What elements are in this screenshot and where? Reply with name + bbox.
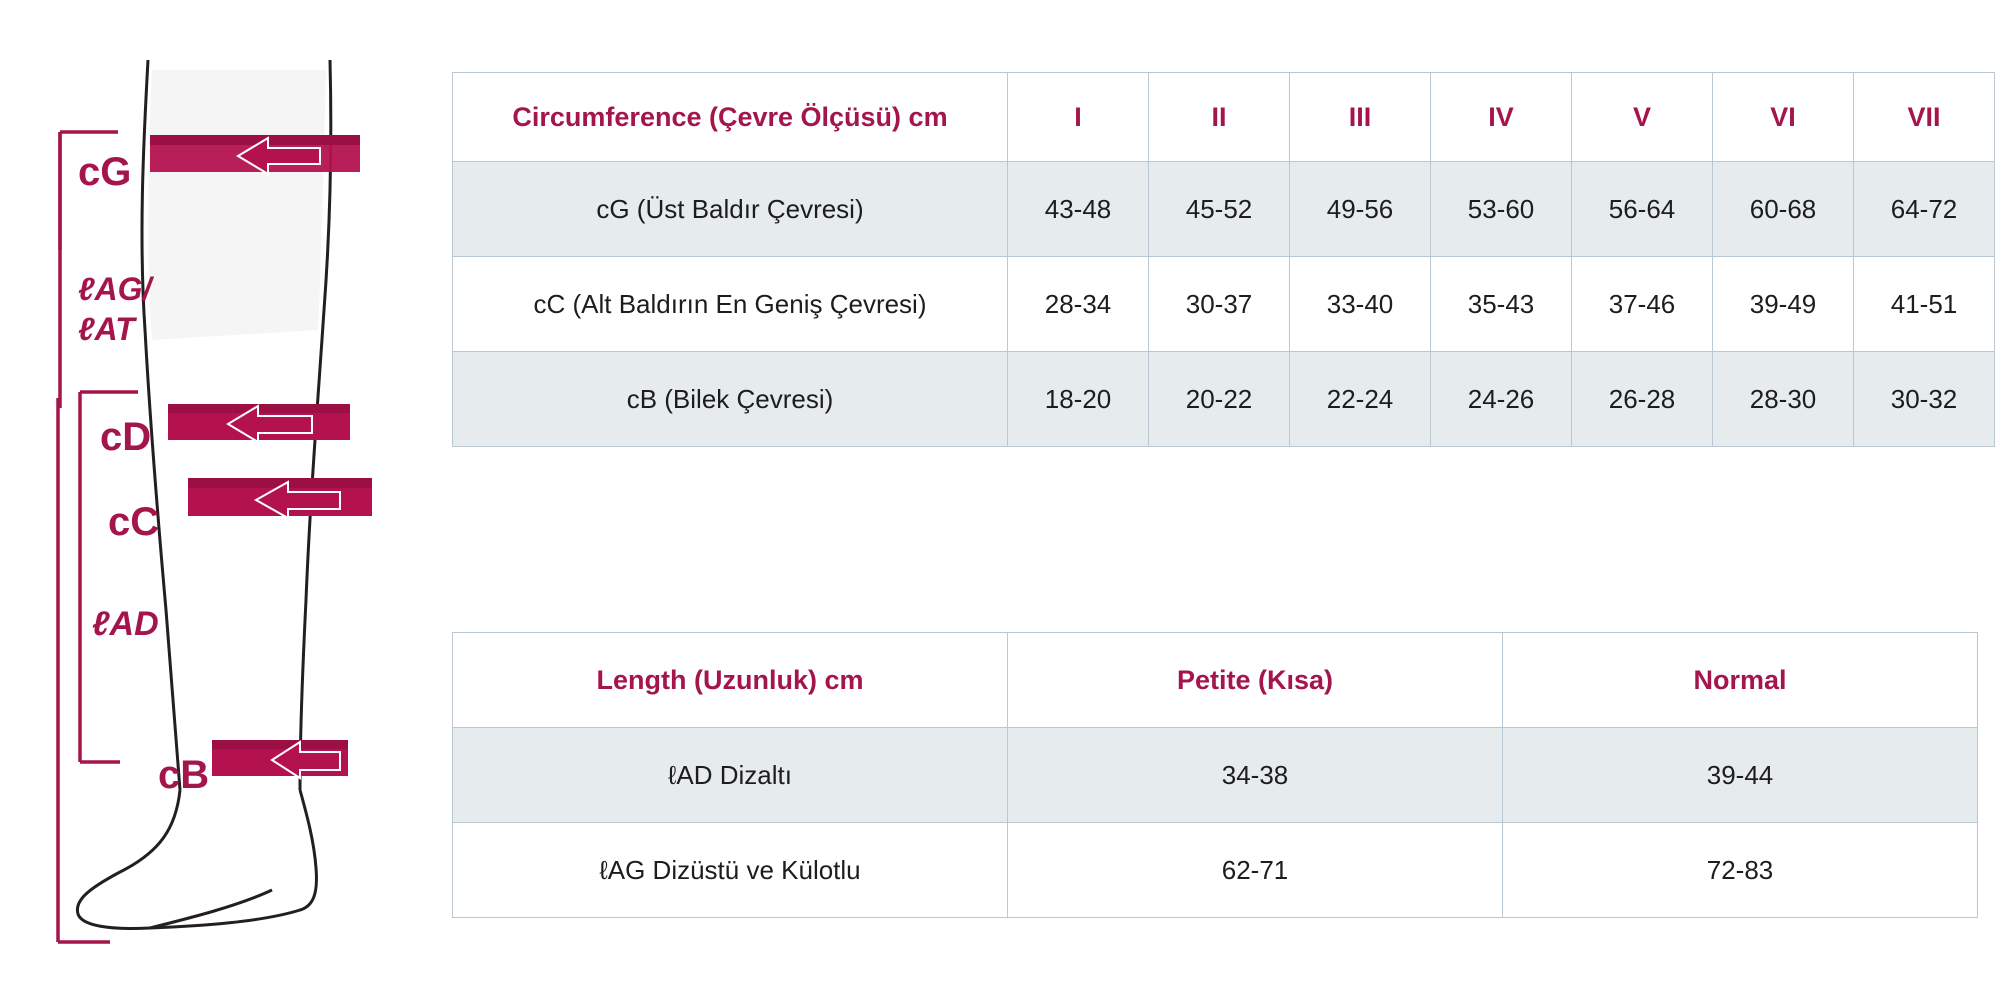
cell-lag-petite: 62-71: [1008, 823, 1503, 918]
leg-measurement-illustration: [0, 0, 420, 1000]
label-lag: ℓAG/: [78, 271, 152, 307]
row-label-cc: cC (Alt Baldırın En Geniş Çevresi): [453, 257, 1008, 352]
size-header-ii: II: [1149, 73, 1290, 162]
cell-cg-ii: 45-52: [1149, 162, 1290, 257]
cell-lag-normal: 72-83: [1503, 823, 1978, 918]
cell-cg-vii: 64-72: [1854, 162, 1995, 257]
label-cc: cC: [108, 500, 160, 544]
cell-lad-petite: 34-38: [1008, 728, 1503, 823]
table-row: [453, 823, 1978, 918]
size-header-vii: VII: [1854, 73, 1995, 162]
cell-cc-ii: 30-37: [1149, 257, 1290, 352]
cell-cg-v: 56-64: [1572, 162, 1713, 257]
label-lat: ℓAT: [78, 311, 135, 347]
size-header-v: V: [1572, 73, 1713, 162]
cell-cg-vi: 60-68: [1713, 162, 1854, 257]
cell-cc-iii: 33-40: [1290, 257, 1431, 352]
cell-cc-i: 28-34: [1008, 257, 1149, 352]
table-row: [453, 257, 1995, 352]
cell-cb-v: 26-28: [1572, 352, 1713, 447]
row-label-lag: ℓAG Dizüstü ve Külotlu: [453, 823, 1008, 918]
table-header-row: [453, 73, 1995, 162]
cell-cg-iii: 49-56: [1290, 162, 1431, 257]
cell-cc-vi: 39-49: [1713, 257, 1854, 352]
cell-cb-vi: 28-30: [1713, 352, 1854, 447]
size-header-i: I: [1008, 73, 1149, 162]
row-label-cg: cG (Üst Baldır Çevresi): [453, 162, 1008, 257]
table-row: [453, 728, 1978, 823]
cell-cc-v: 37-46: [1572, 257, 1713, 352]
length-header-petite: Petite (Kısa): [1008, 633, 1503, 728]
cell-cc-vii: 41-51: [1854, 257, 1995, 352]
cell-cb-i: 18-20: [1008, 352, 1149, 447]
circumference-table: [452, 72, 1995, 447]
circumference-header-label: Circumference (Çevre Ölçüsü) cm: [453, 73, 1008, 162]
label-cd: cD: [100, 415, 152, 459]
table-header-row: [453, 633, 1978, 728]
table-row: [453, 162, 1995, 257]
length-header-label: Length (Uzunluk) cm: [453, 633, 1008, 728]
cell-cb-ii: 20-22: [1149, 352, 1290, 447]
size-header-iii: III: [1290, 73, 1431, 162]
cell-cg-iv: 53-60: [1431, 162, 1572, 257]
cell-cg-i: 43-48: [1008, 162, 1149, 257]
cell-cc-iv: 35-43: [1431, 257, 1572, 352]
row-label-lad: ℓAD Dizaltı: [453, 728, 1008, 823]
row-label-cb: cB (Bilek Çevresi): [453, 352, 1008, 447]
length-table: [452, 632, 1978, 918]
cell-cb-iv: 24-26: [1431, 352, 1572, 447]
cell-cb-vii: 30-32: [1854, 352, 1995, 447]
length-header-normal: Normal: [1503, 633, 1978, 728]
table-row: [453, 352, 1995, 447]
size-header-iv: IV: [1431, 73, 1572, 162]
label-cb: cB: [158, 753, 210, 797]
cell-lad-normal: 39-44: [1503, 728, 1978, 823]
label-cg: cG: [78, 150, 132, 194]
size-header-vi: VI: [1713, 73, 1854, 162]
cell-cb-iii: 22-24: [1290, 352, 1431, 447]
label-lad: ℓAD: [92, 605, 159, 643]
